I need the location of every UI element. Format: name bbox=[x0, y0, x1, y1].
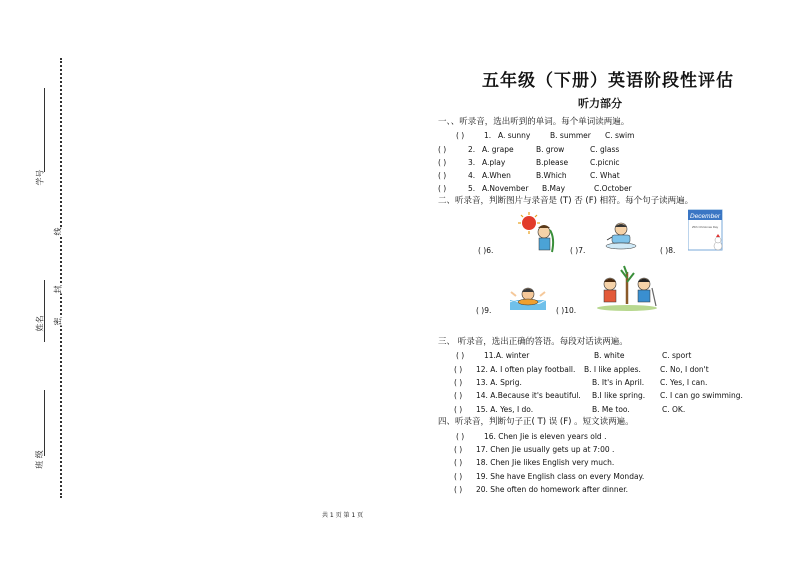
answer-paren[interactable]: ( ) bbox=[454, 365, 463, 374]
section2-heading: 二、听录音，判断图片与录音是 (T) 否 (F) 相符。每个句子读两遍。 bbox=[438, 196, 694, 206]
picture-8-label[interactable]: ( )8. bbox=[660, 246, 676, 255]
answer-paren[interactable]: ( ) bbox=[438, 171, 447, 180]
class-label: 班 级 bbox=[34, 450, 44, 469]
section1-heading: 一、、听录音，选出听到的单词。每个单词读两遍。 bbox=[438, 117, 630, 127]
planting-tree-illustration bbox=[594, 262, 660, 312]
item-number: 4. bbox=[468, 171, 476, 180]
name-underline bbox=[44, 280, 45, 342]
item-number: 5. bbox=[468, 184, 476, 193]
option-b: B. It's in April. bbox=[592, 378, 645, 387]
answer-paren[interactable]: ( ) bbox=[438, 158, 447, 167]
option-a: A. grape bbox=[482, 145, 514, 154]
picture-6-label[interactable]: ( )6. bbox=[478, 246, 494, 255]
swimming-boy-illustration bbox=[510, 284, 546, 312]
option-a: A.When bbox=[482, 171, 511, 180]
statement-text: 20. She often do homework after dinner. bbox=[476, 485, 629, 494]
statement-text: 19. She have English class on every Monday. bbox=[476, 472, 645, 481]
seal-seal-mark: 封 bbox=[53, 285, 63, 294]
calendar-sub-text: 25th Christmas Day bbox=[691, 225, 719, 229]
child-washing-illustration bbox=[604, 220, 638, 250]
december-calendar-illustration bbox=[688, 208, 728, 256]
item-number: 1. bbox=[484, 131, 492, 140]
answer-paren[interactable]: ( ) bbox=[454, 445, 463, 454]
answer-paren[interactable]: ( ) bbox=[454, 378, 463, 387]
picture-10-label[interactable]: ( )10. bbox=[556, 306, 577, 315]
option-a: A. sunny bbox=[498, 131, 531, 140]
answer-paren[interactable]: ( ) bbox=[456, 432, 465, 441]
binding-dotted-line bbox=[60, 58, 62, 498]
option-c: C.picnic bbox=[590, 158, 620, 167]
option-b: B. grow bbox=[536, 145, 565, 154]
option-a: 11.A. winter bbox=[484, 351, 530, 360]
answer-paren[interactable]: ( ) bbox=[456, 351, 465, 360]
option-a: 15. A. Yes, I do. bbox=[476, 405, 534, 414]
option-c: C. I can go swimming. bbox=[660, 391, 743, 400]
picture-9-label[interactable]: ( )9. bbox=[476, 306, 492, 315]
option-b: B.May bbox=[542, 184, 566, 193]
option-a: 12. A. I often play football. bbox=[476, 365, 576, 374]
option-a: A.November bbox=[482, 184, 529, 193]
answer-paren[interactable]: ( ) bbox=[454, 472, 463, 481]
section3-heading: 三、 听录音，选出正确的答语。每段对话读两遍。 bbox=[438, 337, 628, 347]
option-b: B. white bbox=[594, 351, 625, 360]
answer-paren[interactable]: ( ) bbox=[438, 184, 447, 193]
option-b: B. summer bbox=[550, 131, 591, 140]
option-b: B. I like apples. bbox=[584, 365, 641, 374]
option-b: B.please bbox=[536, 158, 569, 167]
option-c: C. No, I don't bbox=[660, 365, 709, 374]
option-c: C. What bbox=[590, 171, 620, 180]
option-c: C. sport bbox=[662, 351, 692, 360]
item-number: 2. bbox=[468, 145, 476, 154]
answer-paren[interactable]: ( ) bbox=[454, 485, 463, 494]
option-c: C. Yes, I can. bbox=[660, 378, 708, 387]
page-title: 五年级（下册）英语阶段性评估 bbox=[482, 71, 734, 91]
answer-paren[interactable]: ( ) bbox=[454, 391, 463, 400]
section4-heading: 四、听录音，判断句子正( T) 误 (F) 。短文读两遍。 bbox=[438, 417, 634, 427]
sunny-child-illustration bbox=[518, 212, 558, 254]
answer-paren[interactable]: ( ) bbox=[454, 458, 463, 467]
option-c: C. OK. bbox=[662, 405, 686, 414]
seal-secret-mark: 密 bbox=[53, 317, 63, 326]
option-b: B. Me too. bbox=[592, 405, 630, 414]
page-footer: 共 1 页 第 1 页 bbox=[322, 512, 364, 519]
statement-text: 17. Chen Jie usually gets up at 7:00 . bbox=[476, 445, 615, 454]
option-a: A.play bbox=[482, 158, 506, 167]
statement-text: 16. Chen Jie is eleven years old . bbox=[484, 432, 607, 441]
answer-paren[interactable]: ( ) bbox=[438, 145, 447, 154]
statement-text: 18. Chen Jie likes English very much. bbox=[476, 458, 615, 467]
option-a: 14. A.Because it's beautiful. bbox=[476, 391, 581, 400]
seal-line-mark: 线 bbox=[53, 227, 63, 236]
item-number: 3. bbox=[468, 158, 476, 167]
calendar-month-text: December bbox=[690, 213, 720, 220]
page-subtitle: 听力部分 bbox=[578, 97, 622, 110]
name-label: 姓名 bbox=[35, 315, 45, 332]
option-c: C. glass bbox=[590, 145, 620, 154]
option-b: B.Which bbox=[536, 171, 567, 180]
student-no-underline bbox=[44, 88, 45, 172]
answer-paren[interactable]: ( ) bbox=[454, 405, 463, 414]
picture-7-label[interactable]: ( )7. bbox=[570, 246, 586, 255]
option-a: 13. A. Sprig. bbox=[476, 378, 522, 387]
class-underline bbox=[44, 390, 45, 456]
option-c: C.October bbox=[594, 184, 632, 193]
option-c: C. swim bbox=[605, 131, 635, 140]
student-no-label: 学号 bbox=[35, 169, 45, 186]
option-b: B.I like spring. bbox=[592, 391, 646, 400]
answer-paren[interactable]: ( ) bbox=[456, 131, 465, 140]
